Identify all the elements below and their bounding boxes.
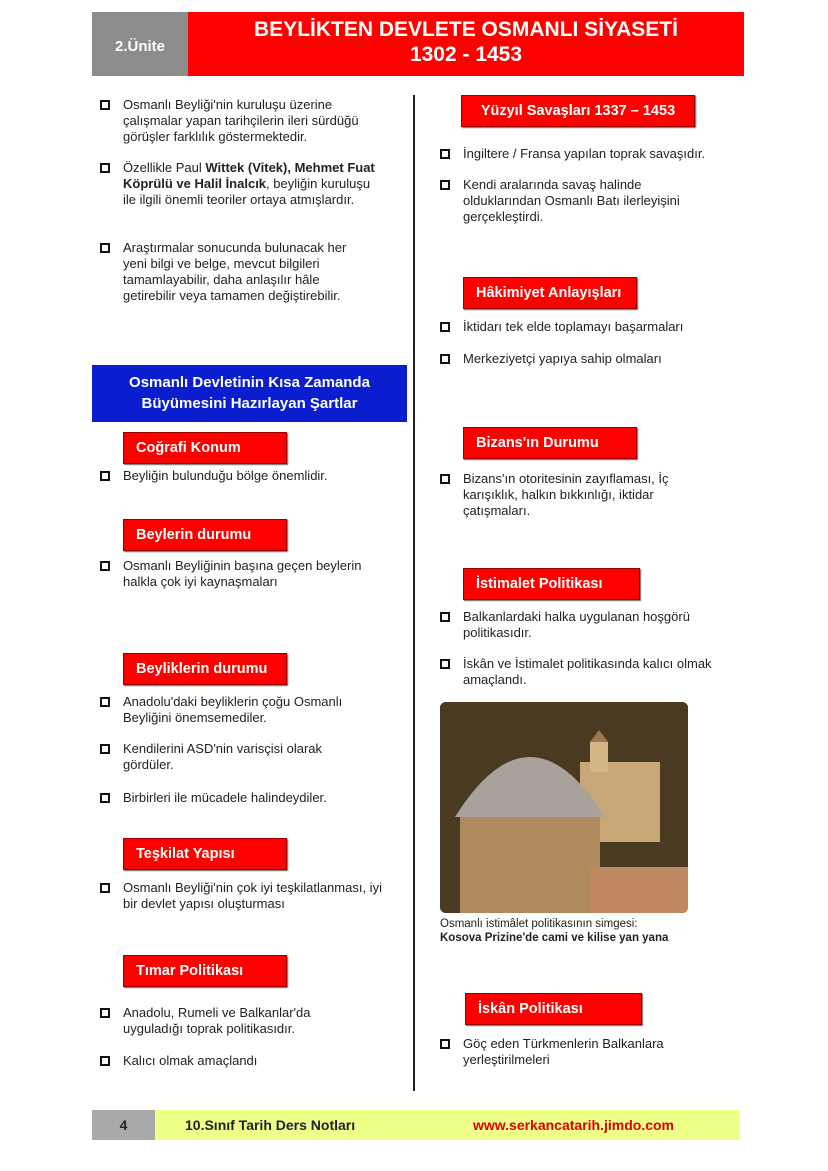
section-label: Yüzyıl Savaşları 1337 – 1453 <box>461 95 695 127</box>
bullet-item <box>463 351 753 367</box>
checkbox-bullet-icon <box>100 163 110 173</box>
bullet-item <box>123 240 373 304</box>
bullet-item <box>463 177 708 225</box>
bullet-text: Kalıcı olmak amaçlandı <box>123 1053 258 1068</box>
bullet-item <box>463 1036 703 1068</box>
section-label: Tımar Politikası <box>123 955 287 987</box>
bullet-bold-text: Wittek (Vitek), Mehmet Fuat Köprülü ve Halil İnalcık <box>123 160 375 191</box>
checkbox-bullet-icon <box>100 744 110 754</box>
bullet-text: Araştırmalar sonucunda bulunacak her yeni bilgi ve belge, mevcut bilgileri tamamlayabilir, daha anlaşılır hâle getirebilir veya tamamen değiştirebilir. <box>123 240 347 303</box>
caption-line: Osmanlı istimâlet politikasının simgesi: <box>440 918 638 930</box>
checkbox-bullet-icon <box>440 322 450 332</box>
caption-line-bold: Kosova Prizine'de cami ve kilise yan yana <box>440 932 669 944</box>
bullet-text: Göç eden Türkmenlerin Balkanlara yerleştirilmeleri <box>463 1036 664 1067</box>
bullet-text: Merkeziyetçi yapıya sahip olmaları <box>463 351 662 366</box>
bullet-text: Bizans'ın otoritesinin zayıflaması, İç karışıklık, halkın bıkkınlığı, iktidar çatışmaları. <box>463 471 669 518</box>
course-name: 10.Sınıf Tarih Ders Notları <box>185 1117 356 1133</box>
page-title <box>188 12 744 76</box>
section-label: İskân Politikası <box>465 993 642 1025</box>
checkbox-bullet-icon <box>440 354 450 364</box>
checkbox-bullet-icon <box>100 243 110 253</box>
mosque-church-photo <box>440 702 688 913</box>
bullet-text: Osmanlı Beyliğinin başına geçen beylerin halkla çok iyi kaynaşmaları <box>123 558 362 589</box>
bullet-text: Anadolu, Rumeli ve Balkanlar'da uyguladığı toprak politikasıdır. <box>123 1005 311 1036</box>
page-number: 4 <box>92 1110 155 1140</box>
checkbox-bullet-icon <box>100 100 110 110</box>
blue-section-heading: Osmanlı Devletinin Kısa Zamanda Büyümesini Hazırlayan Şartlar <box>92 365 407 422</box>
photo-illustration <box>440 702 688 913</box>
bullet-text: İktidarı tek elde toplamayı başarmaları <box>463 319 684 334</box>
bullet-item <box>463 656 713 688</box>
section-label: Bizans'ın Durumu <box>463 427 637 459</box>
section-label: Beyliklerin durumu <box>123 653 287 685</box>
checkbox-bullet-icon <box>100 471 110 481</box>
bullet-text: Osmanlı Beyliği'nin çok iyi teşkilatlanması, iyi bir devlet yapısı oluşturması <box>123 880 382 911</box>
website-link[interactable]: www.serkancatarih.jimdo.com <box>473 1117 674 1133</box>
checkbox-bullet-icon <box>100 883 110 893</box>
bullet-item <box>123 1053 393 1069</box>
bullet-text: Özellikle Paul <box>123 160 206 175</box>
checkbox-bullet-icon <box>440 612 450 622</box>
bullet-item <box>463 146 753 162</box>
bullet-text: İngiltere / Fransa yapılan toprak savaşıdır. <box>463 146 706 161</box>
checkbox-bullet-icon <box>100 561 110 571</box>
checkbox-bullet-icon <box>440 1039 450 1049</box>
section-label: İstimalet Politikası <box>463 568 640 600</box>
bullet-text: Kendilerini ASD'nin varisçisi olarak gördüler. <box>123 741 323 772</box>
bullet-item <box>123 160 378 208</box>
footer-bar <box>155 1110 740 1140</box>
checkbox-bullet-icon <box>100 1008 110 1018</box>
section-label: Coğrafi Konum <box>123 432 287 464</box>
bullet-item <box>123 741 353 773</box>
section-label: Hâkimiyet Anlayışları <box>463 277 637 309</box>
checkbox-bullet-icon <box>100 697 110 707</box>
checkbox-bullet-icon <box>440 474 450 484</box>
bullet-item <box>123 468 393 484</box>
bullet-item <box>123 97 393 145</box>
unit-badge: 2.Ünite <box>92 12 188 76</box>
photo-caption <box>440 917 668 945</box>
section-label: Teşkilat Yapısı <box>123 838 287 870</box>
checkbox-bullet-icon <box>100 793 110 803</box>
column-divider <box>413 95 415 1091</box>
bullet-item <box>123 558 388 590</box>
title-line-1: BEYLİKTEN DEVLETE OSMANLI SİYASETİ <box>254 18 678 41</box>
bullet-item <box>123 694 373 726</box>
section-label: Beylerin durumu <box>123 519 287 551</box>
bullet-item <box>463 471 703 519</box>
bullet-text: İskân ve İstimalet politikasında kalıcı olmak amaçlandı. <box>463 656 712 687</box>
title-line-2: 1302 - 1453 <box>409 43 523 66</box>
bullet-text: Anadolu'daki beyliklerin çoğu Osmanlı Beyliğini önemsemediler. <box>123 694 343 725</box>
bullet-text: Birbirleri ile mücadele halindeydiler. <box>123 790 327 805</box>
checkbox-bullet-icon <box>440 180 450 190</box>
bullet-item <box>463 319 753 335</box>
bullet-text: Beyliğin bulunduğu bölge önemlidir. <box>123 468 328 483</box>
bullet-item <box>463 609 723 641</box>
bullet-item <box>123 790 393 806</box>
checkbox-bullet-icon <box>440 149 450 159</box>
bullet-text: Kendi aralarında savaş halinde olduklarından Osmanlı Batı ilerleyişini gerçekleştirdi. <box>463 177 680 224</box>
checkbox-bullet-icon <box>440 659 450 669</box>
bullet-item <box>123 880 393 912</box>
mosque-building <box>460 812 600 913</box>
bullet-text: Balkanlardaki halka uygulanan hoşgörü politikasıdır. <box>463 609 690 640</box>
bullet-text: , beyliğin kuruluşu ile ilgili önemli teoriler ortaya atmışlardır. <box>123 176 371 207</box>
bullet-item <box>123 1005 343 1037</box>
checkbox-bullet-icon <box>100 1056 110 1066</box>
bullet-text: Osmanlı Beyliği'nin kuruluşu üzerine çalışmalar yapan tarihçilerin ileri sürdüğü görüşler farklılık göstermektedir. <box>123 97 359 144</box>
